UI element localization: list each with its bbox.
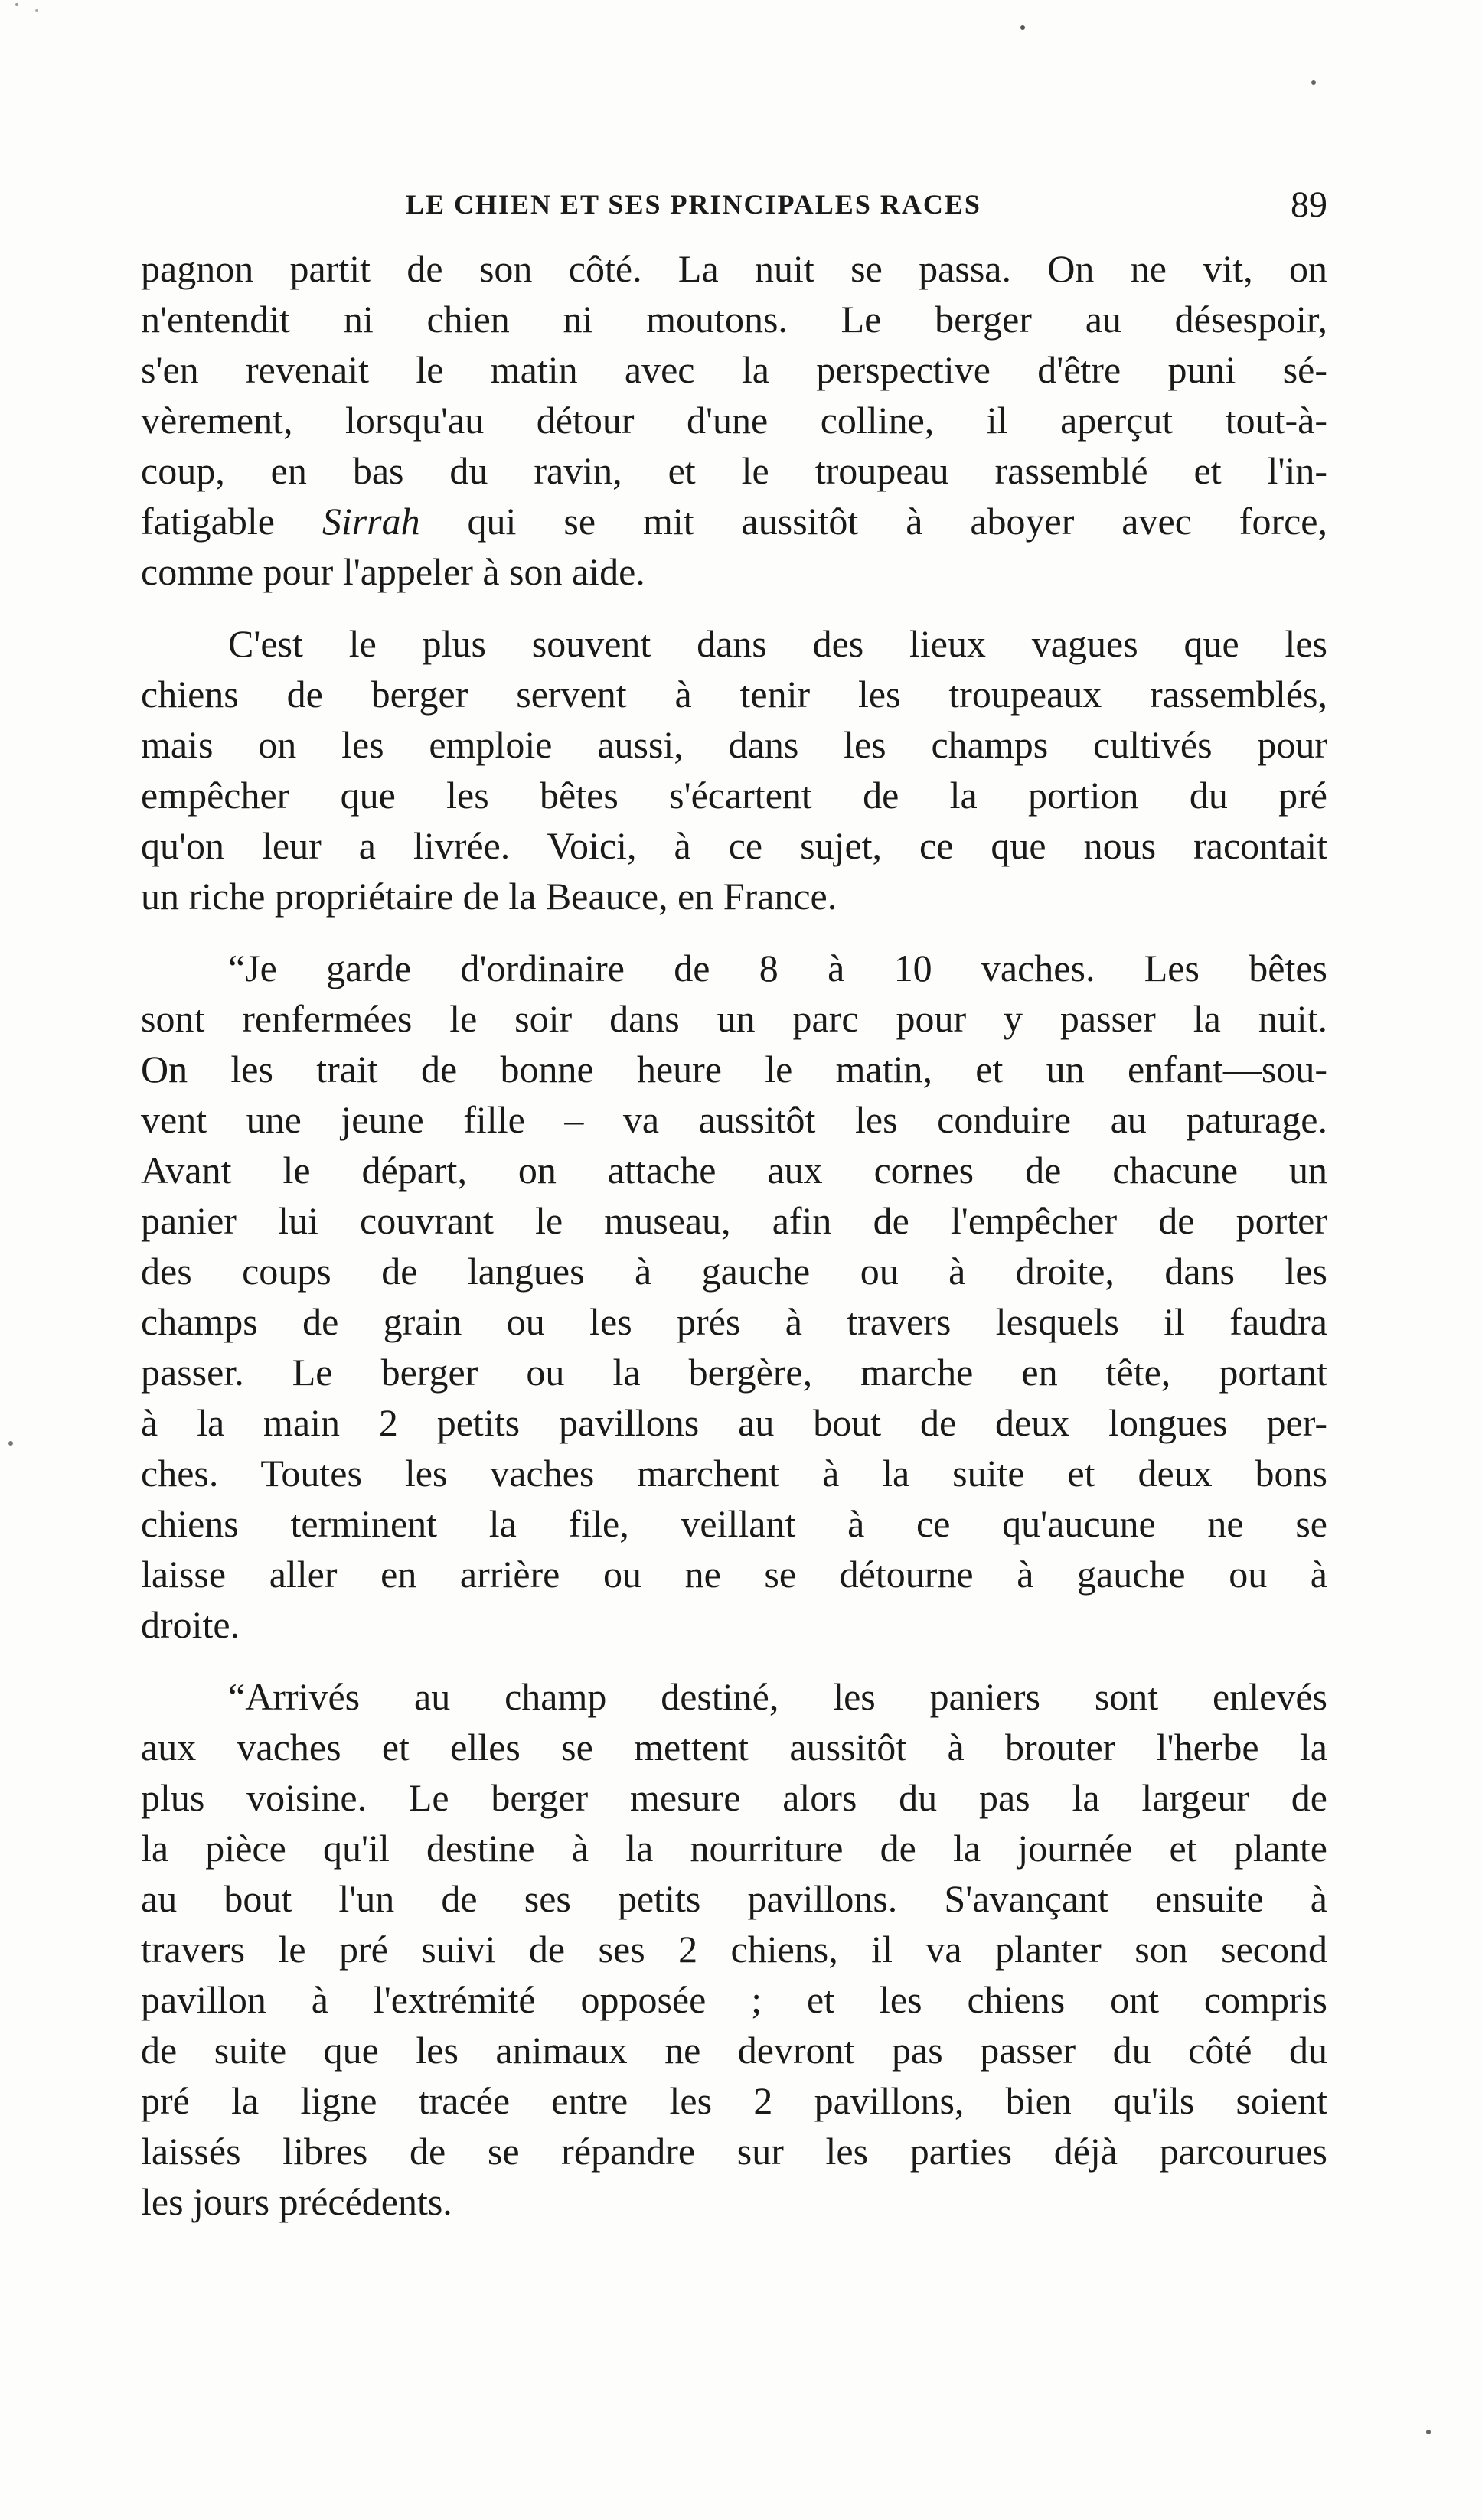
- text-line: la pièce qu'il destine à la nourriture de la journée et plante: [141, 1827, 1327, 1870]
- body-text: [141, 243, 1327, 2248]
- scan-speck: [35, 9, 38, 12]
- text-line: C'est le plus souvent dans des lieux vagues que les: [228, 622, 1327, 665]
- text-line: pré la ligne tracée entre les 2 pavillons, bien qu'ils soient: [141, 2079, 1327, 2122]
- text-line: fatigable Sirrah qui se mit aussitôt à aboyer avec force,: [141, 500, 1327, 543]
- text-line: mais on les emploie aussi, dans les champs cultivés pour: [141, 723, 1327, 766]
- text-line: empêcher que les bêtes s'écartent de la portion du pré: [141, 774, 1327, 817]
- text-line: les jours précédents.: [141, 2180, 452, 2223]
- page-header: [141, 184, 1327, 233]
- paragraph-4: [141, 1671, 1327, 2227]
- text-line: chiens terminent la file, veillant à ce qu'aucune ne se: [141, 1502, 1327, 1545]
- text-line: comme pour l'appeler à son aide.: [141, 550, 645, 593]
- text-line: vent une jeune fille – va aussitôt les conduire au paturage.: [141, 1098, 1327, 1141]
- text-line: pavillon à l'extrémité opposée ; et les chiens ont compris: [141, 1978, 1327, 2021]
- text-line: vèrement, lorsqu'au détour d'une colline, il aperçut tout-à-: [141, 399, 1327, 442]
- paragraph-1: [141, 243, 1327, 597]
- text-line: travers le pré suivi de ses 2 chiens, il va planter son second: [141, 1928, 1327, 1971]
- text-line: On les trait de bonne heure le matin, et un enfant—sou-: [141, 1048, 1327, 1090]
- text-line: plus voisine. Le berger mesure alors du pas la largeur de: [141, 1776, 1327, 1819]
- text-line: coup, en bas du ravin, et le troupeau rassemblé et l'in-: [141, 449, 1327, 492]
- running-head: LE CHIEN ET SES PRINCIPALES RACES: [406, 189, 981, 220]
- scan-speck: [1426, 2430, 1431, 2434]
- text-line: aux vaches et elles se mettent aussitôt à brouter l'herbe la: [141, 1726, 1327, 1769]
- text-line: panier lui couvrant le museau, afin de l'empêcher de porter: [141, 1199, 1327, 1242]
- text-line: un riche propriétaire de la Beauce, en France.: [141, 875, 837, 918]
- text-line: de suite que les animaux ne devront pas passer du côté du: [141, 2029, 1327, 2072]
- text-line: “Arrivés au champ destiné, les paniers sont enlevés: [228, 1675, 1327, 1718]
- text-line: champs de grain ou les prés à travers lesquels il faudra: [141, 1300, 1327, 1343]
- text-line: qu'on leur a livrée. Voici, à ce sujet, ce que nous racontait: [141, 824, 1327, 867]
- text-line: chiens de berger servent à tenir les troupeaux rassemblés,: [141, 673, 1327, 716]
- text-line: au bout l'un de ses petits pavillons. S'avançant ensuite à: [141, 1877, 1327, 1920]
- scan-speck: [15, 3, 18, 6]
- text-line: passer. Le berger ou la bergère, marche en tête, portant: [141, 1351, 1327, 1394]
- paragraph-3: [141, 943, 1327, 1650]
- text-line: n'entendit ni chien ni moutons. Le berger au désespoir,: [141, 298, 1327, 341]
- text-line: s'en revenait le matin avec la perspective d'être puni sé-: [141, 348, 1327, 391]
- text-line: ches. Toutes les vaches marchent à la suite et deux bons: [141, 1452, 1327, 1495]
- text-line: laissés libres de se répandre sur les parties déjà parcourues: [141, 2130, 1327, 2173]
- text-line: laisse aller en arrière ou ne se détourne à gauche ou à: [141, 1553, 1327, 1596]
- text-line: “Je garde d'ordinaire de 8 à 10 vaches. Les bêtes: [228, 947, 1327, 989]
- text-line: droite.: [141, 1603, 240, 1646]
- paragraph-2: [141, 618, 1327, 921]
- scan-speck: [1311, 80, 1316, 85]
- text-line: à la main 2 petits pavillons au bout de deux longues per-: [141, 1401, 1327, 1444]
- text-line: des coups de langues à gauche ou à droite, dans les: [141, 1250, 1327, 1293]
- scan-speck: [8, 1441, 13, 1446]
- scan-speck: [1020, 25, 1025, 30]
- text-line: sont renfermées le soir dans un parc pour y passer la nuit.: [141, 997, 1327, 1040]
- text-line: pagnon partit de son côté. La nuit se passa. On ne vit, on: [141, 247, 1327, 290]
- italic-name: Sirrah: [322, 500, 420, 543]
- page-number: 89: [1291, 184, 1327, 225]
- text-line: Avant le départ, on attache aux cornes de chacune un: [141, 1149, 1327, 1192]
